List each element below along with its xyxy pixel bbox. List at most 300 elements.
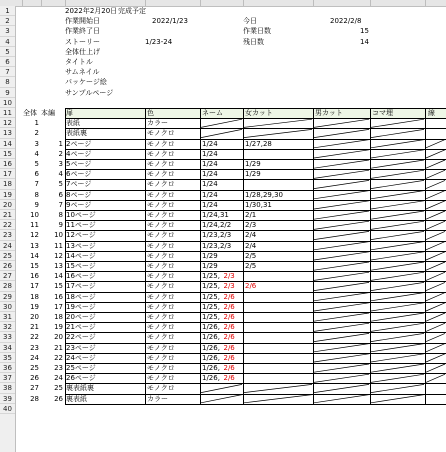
cell-female-cut[interactable]: 1/29 <box>245 160 261 168</box>
cell-page[interactable]: 20ページ <box>66 313 96 321</box>
cell-page[interactable]: 16ページ <box>66 272 96 281</box>
strike-line <box>314 344 369 352</box>
cell-total[interactable]: 20 <box>30 313 39 321</box>
strike-line <box>244 119 312 127</box>
cell-page[interactable]: 23ページ <box>66 343 96 352</box>
cell-main[interactable]: 18 <box>54 313 63 321</box>
cell-color[interactable]: モノクロ <box>147 149 175 158</box>
cell-color[interactable]: モノクロ <box>147 343 175 352</box>
strike-line <box>426 354 445 362</box>
strike-line <box>314 374 369 382</box>
cell-main[interactable]: 13 <box>54 262 63 270</box>
cell-name[interactable]: 1/29 <box>202 262 218 270</box>
strike-line <box>371 201 424 209</box>
cell-female-cut[interactable]: 1/30,31 <box>245 200 272 209</box>
row-number[interactable]: 40 <box>0 404 15 414</box>
strike-line <box>371 170 424 178</box>
strike-line <box>371 374 424 382</box>
cell-page[interactable]: 18ページ <box>66 292 96 301</box>
cell-page[interactable]: 表紙 <box>66 119 80 128</box>
strike-line <box>314 313 369 321</box>
cell-color[interactable]: モノクロ <box>147 374 175 383</box>
remaining-label[interactable]: 残日数 <box>243 37 264 46</box>
title-date[interactable]: 2022年2月20日 <box>65 7 118 15</box>
strike-line <box>371 231 424 239</box>
cell-total[interactable]: 28 <box>30 394 39 403</box>
cell-color[interactable]: モノクロ <box>147 364 175 372</box>
cell-name-red[interactable]: 2/6 <box>223 292 235 301</box>
cell-color[interactable]: モノクロ <box>147 282 175 291</box>
cell-color[interactable]: モノクロ <box>147 292 175 301</box>
row-number[interactable]: 29 <box>0 292 15 302</box>
strike-line <box>371 180 424 188</box>
cell-name[interactable]: 1/25, <box>202 292 220 301</box>
strike-line <box>314 150 369 158</box>
row-number[interactable]: 13 <box>0 128 15 138</box>
cell-main[interactable]: 23 <box>54 364 63 372</box>
cell-total[interactable]: 12 <box>30 231 39 240</box>
row-number[interactable]: 28 <box>0 281 15 291</box>
cell-page[interactable]: 裏表紙 <box>66 394 87 403</box>
cell-main[interactable]: 17 <box>54 302 63 311</box>
cell-color[interactable]: モノクロ <box>147 129 175 138</box>
strike-line <box>314 384 369 392</box>
cell-total[interactable]: 13 <box>30 241 39 250</box>
cell-page[interactable]: 21ページ <box>66 323 96 332</box>
cell-main[interactable]: 12 <box>54 251 63 260</box>
cell-main[interactable]: 20 <box>54 333 63 342</box>
cell-main[interactable]: 22 <box>54 353 63 362</box>
cell-page[interactable]: 7ページ <box>66 180 92 189</box>
column-header[interactable]: 全体 <box>23 109 37 117</box>
cell-total[interactable]: 22 <box>30 333 39 342</box>
cell-total[interactable]: 15 <box>30 262 39 270</box>
task-label[interactable]: サンプルページ <box>65 88 114 97</box>
strike-line <box>426 262 445 270</box>
strike-line <box>371 395 424 403</box>
cell-color[interactable]: モノクロ <box>147 139 175 148</box>
strike-line <box>426 344 445 352</box>
cell-total[interactable]: 14 <box>30 251 39 260</box>
strike-line <box>371 119 424 127</box>
cell-total[interactable]: 24 <box>30 353 39 362</box>
cell-total[interactable]: 3 <box>34 139 39 148</box>
row-number[interactable]: 14 <box>0 139 15 149</box>
cell-name-red[interactable]: 2/3 <box>223 282 235 291</box>
row-number[interactable]: 8 <box>0 77 15 87</box>
strike-line <box>244 384 312 392</box>
strike-line <box>371 129 424 137</box>
cell-main[interactable]: 2 <box>58 149 63 158</box>
cell-main[interactable]: 8 <box>58 211 63 219</box>
row-number[interactable]: 36 <box>0 363 15 373</box>
cell-total[interactable]: 21 <box>30 323 39 332</box>
cell-main[interactable]: 1 <box>58 139 63 148</box>
cell-name-red[interactable]: 2/6 <box>223 353 235 362</box>
cell-color[interactable]: モノクロ <box>147 180 175 189</box>
column-header[interactable]: 色 <box>147 109 154 117</box>
strike-line <box>426 231 445 239</box>
row-number[interactable]: 30 <box>0 302 15 312</box>
strike-line <box>201 119 242 127</box>
strike-line <box>426 211 445 219</box>
strike-line <box>314 170 369 178</box>
cell-page[interactable]: 6ページ <box>66 170 92 179</box>
cell-page[interactable]: 12ページ <box>66 231 96 240</box>
strike-line <box>371 333 424 341</box>
cell-name[interactable]: 1/24,31 <box>202 211 229 219</box>
strike-line <box>426 282 445 290</box>
cell-total[interactable]: 7 <box>34 180 39 189</box>
row-number[interactable]: 4 <box>0 37 15 47</box>
cell-color[interactable]: モノクロ <box>147 353 175 362</box>
column-header[interactable]: 線 <box>428 109 435 117</box>
task-label[interactable]: パッケージ絵 <box>65 78 107 87</box>
cell-page[interactable]: 26ページ <box>66 374 96 383</box>
strike-line <box>426 323 445 331</box>
row-number[interactable]: 23 <box>0 230 15 240</box>
cell-color[interactable]: モノクロ <box>147 323 175 332</box>
strike-line <box>371 313 424 321</box>
cell-page[interactable]: 13ページ <box>66 241 96 250</box>
cell-name[interactable]: 1/24,2/2 <box>202 221 232 230</box>
cell-total[interactable]: 11 <box>30 221 39 230</box>
cell-page[interactable]: 4ページ <box>66 149 92 158</box>
cell-name[interactable]: 1/26, <box>202 364 220 372</box>
cell-color[interactable]: モノクロ <box>147 231 175 240</box>
strike-line <box>371 344 424 352</box>
cell-total[interactable]: 8 <box>34 190 39 199</box>
cell-color[interactable]: モノクロ <box>147 241 175 250</box>
row-number[interactable]: 15 <box>0 149 15 159</box>
cell-name-red[interactable]: 2/6 <box>223 374 235 383</box>
strike-line <box>314 262 369 270</box>
strike-line <box>314 119 369 127</box>
strike-line <box>314 333 369 341</box>
row-number[interactable]: 7 <box>0 67 15 77</box>
cell-color[interactable]: モノクロ <box>147 211 175 219</box>
strike-line <box>426 333 445 341</box>
row-number[interactable]: 38 <box>0 383 15 393</box>
cell-color[interactable]: モノクロ <box>147 221 175 230</box>
row-number[interactable]: 18 <box>0 179 15 189</box>
column-header[interactable]: 本編 <box>41 109 55 117</box>
column-header[interactable]: 扉 <box>66 109 73 117</box>
cell-name[interactable]: 1/24 <box>202 180 218 189</box>
cell-page[interactable]: 17ページ <box>66 282 96 291</box>
strike-line <box>371 364 424 372</box>
cell-page[interactable]: 14ページ <box>66 251 96 260</box>
strike-line <box>314 293 369 301</box>
row-number[interactable]: 6 <box>0 57 15 67</box>
strike-line <box>426 293 445 301</box>
cell-name[interactable]: 1/25, <box>202 282 220 291</box>
cell-page[interactable]: 2ページ <box>66 139 92 148</box>
cell-name[interactable]: 1/26, <box>202 374 220 383</box>
strike-line <box>314 160 369 168</box>
cell-color[interactable]: モノクロ <box>147 170 175 179</box>
cell-color[interactable]: カラー <box>147 119 168 128</box>
cell-female-cut[interactable]: 1/27,28 <box>245 139 272 148</box>
row-number[interactable]: 31 <box>0 312 15 322</box>
row-number[interactable]: 33 <box>0 332 15 342</box>
cell-page[interactable]: 裏表紙裏 <box>66 384 94 393</box>
cell-main[interactable]: 3 <box>58 160 63 168</box>
row-number[interactable]: 26 <box>0 261 15 271</box>
row-number[interactable]: 3 <box>0 26 15 36</box>
strike-line <box>314 231 369 239</box>
strike-line <box>244 129 312 137</box>
cell-color[interactable]: モノクロ <box>147 333 175 342</box>
cell-color[interactable]: モノクロ <box>147 160 175 168</box>
strike-line <box>371 384 424 392</box>
remaining-value[interactable]: 14 <box>360 37 369 46</box>
cell-page[interactable]: 9ページ <box>66 200 92 209</box>
column-header[interactable]: 男カット <box>315 109 343 117</box>
column-header[interactable]: 女カット <box>245 109 273 117</box>
row-number[interactable]: 21 <box>0 210 15 220</box>
cell-total[interactable]: 25 <box>30 364 39 372</box>
cell-name[interactable]: 1/23,2/3 <box>202 231 232 240</box>
cell-name[interactable]: 1/29 <box>202 251 218 260</box>
strike-line <box>371 272 424 280</box>
strike-line <box>371 282 424 290</box>
cell-color[interactable]: モノクロ <box>147 251 175 260</box>
strike-line <box>371 293 424 301</box>
strike-line <box>314 201 369 209</box>
strike-line <box>426 191 445 199</box>
cell-female-cut[interactable]: 2/4 <box>245 241 257 250</box>
cell-name[interactable]: 1/26, <box>202 353 220 362</box>
cell-name[interactable]: 1/24 <box>202 139 218 148</box>
strike-line <box>314 191 369 199</box>
cell-total[interactable]: 5 <box>34 160 39 168</box>
cell-name-red[interactable]: 2/6 <box>223 313 235 321</box>
cell-name[interactable]: 1/24 <box>202 190 218 199</box>
cell-name[interactable]: 1/25, <box>202 313 220 321</box>
cell-color[interactable]: モノクロ <box>147 302 175 311</box>
cell-name[interactable]: 1/26, <box>202 333 220 342</box>
cell-name[interactable]: 1/26, <box>202 323 220 332</box>
column-header[interactable]: ネーム <box>202 109 223 117</box>
row-number[interactable]: 9 <box>0 88 15 98</box>
strike-line <box>314 272 369 280</box>
cell-female-cut[interactable]: 1/29 <box>245 170 261 179</box>
cell-page[interactable]: 10ページ <box>66 211 96 219</box>
strike-line <box>426 140 445 148</box>
cell-female-cut[interactable]: 2/5 <box>245 262 257 270</box>
cell-total[interactable]: 6 <box>34 170 39 179</box>
cell-female-cut[interactable]: 2/1 <box>245 211 257 219</box>
cell-color[interactable]: カラー <box>147 394 168 403</box>
cell-main[interactable]: 4 <box>58 170 63 179</box>
cell-name-red[interactable]: 2/6 <box>223 364 235 372</box>
strike-line <box>314 395 369 403</box>
row-number[interactable]: 27 <box>0 271 15 281</box>
cell-color[interactable]: モノクロ <box>147 200 175 209</box>
row-number[interactable]: 35 <box>0 353 15 363</box>
cell-total[interactable]: 16 <box>30 272 39 281</box>
cell-main[interactable]: 16 <box>54 292 63 301</box>
cell-main[interactable]: 9 <box>58 221 63 230</box>
cell-name[interactable]: 1/23,2/3 <box>202 241 232 250</box>
cell-color[interactable]: モノクロ <box>147 272 175 281</box>
row-number[interactable]: 16 <box>0 159 15 169</box>
cell-name-red[interactable]: 2/6 <box>223 333 235 342</box>
strike-line <box>371 140 424 148</box>
cell-color[interactable]: モノクロ <box>147 190 175 199</box>
strike-line <box>426 242 445 250</box>
strike-line <box>371 323 424 331</box>
strike-line <box>314 129 369 137</box>
cell-color[interactable]: モノクロ <box>147 384 175 393</box>
row-number[interactable]: 11 <box>0 108 15 118</box>
cell-total[interactable]: 27 <box>30 384 39 393</box>
task-label[interactable]: タイトル <box>65 58 93 66</box>
today-value[interactable]: 2022/2/8 <box>330 17 362 26</box>
row-number[interactable]: 39 <box>0 394 15 404</box>
cell-name-red[interactable]: 2/6 <box>223 343 235 352</box>
cell-total[interactable]: 19 <box>30 302 39 311</box>
strike-line <box>314 180 369 188</box>
strike-line <box>371 211 424 219</box>
strike-line <box>314 323 369 331</box>
workdays-label[interactable]: 作業日数 <box>243 27 271 36</box>
row-number[interactable]: 24 <box>0 241 15 251</box>
cell-main[interactable]: 5 <box>58 180 63 189</box>
strike-line <box>426 272 445 280</box>
row-number[interactable]: 32 <box>0 322 15 332</box>
cell-total[interactable]: 2 <box>34 129 39 138</box>
cell-female-cut[interactable]: 2/3 <box>245 221 257 230</box>
story-label[interactable]: ストーリー <box>65 37 100 46</box>
cell-main[interactable]: 19 <box>54 323 63 332</box>
cell-name-red[interactable]: 2/6 <box>223 302 235 311</box>
row-number[interactable]: 34 <box>0 343 15 353</box>
cell-total[interactable]: 10 <box>30 211 39 219</box>
cell-page[interactable]: 11ページ <box>66 221 96 230</box>
cell-name[interactable]: 1/24 <box>202 160 218 168</box>
row-number[interactable]: 1 <box>0 6 15 16</box>
cell-total[interactable]: 1 <box>34 119 39 128</box>
cell-total[interactable]: 9 <box>34 200 39 209</box>
cell-name[interactable]: 1/25, <box>202 272 220 281</box>
start-date-label[interactable]: 作業開始日 <box>65 17 100 26</box>
strike-line <box>426 374 445 382</box>
strike-line <box>371 242 424 250</box>
cell-page[interactable]: 15ページ <box>66 262 96 270</box>
workdays-value[interactable]: 15 <box>360 27 369 36</box>
cell-main[interactable]: 6 <box>58 190 63 199</box>
cell-page[interactable]: 22ページ <box>66 333 96 342</box>
cell-name[interactable]: 1/24 <box>202 149 218 158</box>
strike-line <box>201 395 242 403</box>
row-number[interactable]: 19 <box>0 190 15 200</box>
strike-line <box>371 354 424 362</box>
task-label[interactable]: サムネイル <box>65 68 100 77</box>
strike-line <box>371 150 424 158</box>
cell-main[interactable]: 11 <box>54 241 63 250</box>
row-number[interactable]: 5 <box>0 47 15 57</box>
row-number[interactable]: 22 <box>0 220 15 230</box>
cell-main[interactable]: 25 <box>54 384 63 393</box>
cell-main[interactable]: 21 <box>54 343 63 352</box>
row-number[interactable]: 10 <box>0 98 15 108</box>
cell-name-red[interactable]: 2/6 <box>223 323 235 332</box>
cell-page[interactable]: 表紙裏 <box>66 129 87 138</box>
cell-name[interactable]: 1/24 <box>202 170 218 179</box>
row-number[interactable]: 37 <box>0 373 15 383</box>
strike-line <box>314 364 369 372</box>
cell-total[interactable]: 18 <box>30 292 39 301</box>
cell-female-cut[interactable]: 2/4 <box>245 231 257 240</box>
row-number[interactable]: 25 <box>0 251 15 261</box>
cell-total[interactable]: 23 <box>30 343 39 352</box>
cell-page[interactable]: 24ページ <box>66 353 96 362</box>
cell-page[interactable]: 5ページ <box>66 160 92 168</box>
strike-line <box>314 354 369 362</box>
strike-line <box>314 211 369 219</box>
row-number[interactable]: 12 <box>0 118 15 128</box>
cell-page[interactable]: 25ページ <box>66 364 96 372</box>
cell-total[interactable]: 4 <box>34 149 39 158</box>
today-label[interactable]: 今日 <box>243 17 257 26</box>
cell-name-red[interactable]: 2/3 <box>223 272 235 281</box>
story-value[interactable]: 1/23-24 <box>145 37 173 46</box>
strike-line <box>244 395 312 403</box>
column-header[interactable]: コマ埋 <box>372 109 393 117</box>
cell-total[interactable]: 17 <box>30 282 39 291</box>
strike-line <box>371 221 424 229</box>
cell-female-cut[interactable]: 2/5 <box>245 251 257 260</box>
cell-main[interactable]: 14 <box>54 272 63 281</box>
cell-page[interactable]: 19ページ <box>66 302 96 311</box>
cell-main[interactable]: 7 <box>58 200 63 209</box>
strike-line <box>426 221 445 229</box>
strike-line <box>314 252 369 260</box>
strike-line <box>426 364 445 372</box>
task-label[interactable]: 全体仕上げ <box>65 47 100 56</box>
strike-line <box>314 140 369 148</box>
strike-line <box>371 191 424 199</box>
cell-main[interactable]: 26 <box>54 394 63 403</box>
start-date-value[interactable]: 2022/1/23 <box>152 17 188 26</box>
strike-line <box>314 242 369 250</box>
cell-name[interactable]: 1/24 <box>202 200 218 209</box>
cell-female-cut-red[interactable]: 2/6 <box>245 282 257 291</box>
cell-color[interactable]: モノクロ <box>147 262 175 270</box>
end-date-label[interactable]: 作業終了日 <box>65 27 100 36</box>
cell-female-cut[interactable]: 1/28,29,30 <box>245 190 283 199</box>
row-number[interactable]: 17 <box>0 169 15 179</box>
cell-color[interactable]: モノクロ <box>147 313 175 321</box>
strike-line <box>426 303 445 311</box>
title-status[interactable]: 完成予定 <box>118 7 146 15</box>
cell-name[interactable]: 1/26, <box>202 343 220 352</box>
cell-main[interactable]: 24 <box>54 374 63 383</box>
strike-line <box>314 221 369 229</box>
strike-line <box>371 303 424 311</box>
row-number[interactable]: 2 <box>0 16 15 26</box>
row-number[interactable]: 20 <box>0 200 15 210</box>
cell-total[interactable]: 26 <box>30 374 39 383</box>
cell-main[interactable]: 10 <box>54 231 63 240</box>
cell-page[interactable]: 8ページ <box>66 190 92 199</box>
cell-name[interactable]: 1/25, <box>202 302 220 311</box>
cell-main[interactable]: 15 <box>54 282 63 291</box>
strike-line <box>426 170 445 178</box>
strike-line <box>314 303 369 311</box>
